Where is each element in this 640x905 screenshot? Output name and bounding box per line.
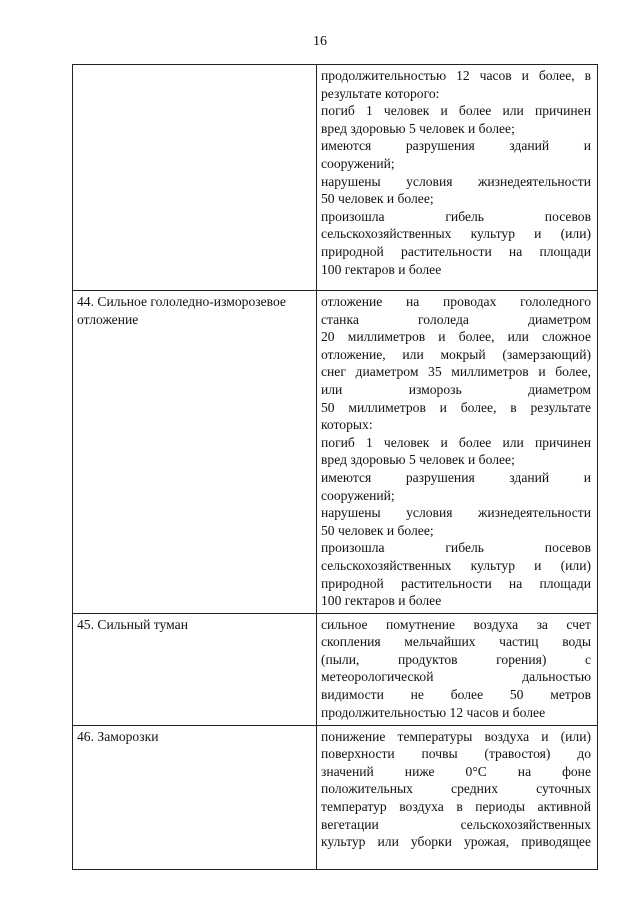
- criteria-line: вегетации сельскохозяйственных: [321, 816, 591, 832]
- criteria-line: метеорологической дальностью: [321, 669, 591, 685]
- criteria-line: продолжительностью 12 часов и более, в: [321, 68, 591, 83]
- criteria-line: понижение температуры воздуха и (или): [321, 728, 591, 744]
- criteria-line: природной растительности на площади: [321, 575, 591, 591]
- criteria-line: погиб 1 человек и более или причинен: [321, 434, 591, 450]
- criteria-line: произошла гибель посевов: [321, 208, 591, 224]
- hazard-criteria-cell: [317, 725, 598, 869]
- criteria-line: температур воздуха в периоды активной: [321, 799, 591, 815]
- criteria-line: сооружений;: [321, 155, 395, 171]
- table-row: [73, 65, 598, 291]
- criteria-line: природной растительности на площади: [321, 243, 591, 259]
- criteria-line: или изморозь диаметром: [321, 381, 591, 397]
- hazard-name: 46. Заморозки: [77, 728, 159, 744]
- criteria-line: отложение на проводах гололедного: [321, 294, 591, 309]
- criteria-line: значений ниже 0°C на фоне: [321, 763, 591, 779]
- criteria-line: которых:: [321, 417, 373, 433]
- criteria-line: сельскохозяйственных культур и (или): [321, 557, 591, 573]
- criteria-line: видимости не более 50 метров: [321, 687, 591, 703]
- table-row: [73, 725, 598, 869]
- criteria-line: 50 человек и более;: [321, 522, 434, 538]
- criteria-line: 100 гектаров и более: [321, 261, 442, 277]
- criteria-line: результате которого:: [321, 85, 440, 101]
- page-number: 16: [313, 34, 327, 49]
- hazard-criteria-table: [72, 64, 598, 870]
- criteria-line: вред здоровью 5 человек и более;: [321, 120, 515, 136]
- hazard-criteria-cell: [317, 291, 598, 614]
- criteria-line: погиб 1 человек и более или причинен: [321, 103, 591, 119]
- hazard-name: отложение: [77, 311, 139, 327]
- criteria-line: имеются разрушения зданий и: [321, 138, 591, 154]
- criteria-line: вред здоровью 5 человек и более;: [321, 452, 515, 468]
- criteria-line: 20 миллиметров и более, или сложное: [321, 329, 591, 345]
- criteria-line: снег диаметром 35 миллиметров и более,: [321, 364, 591, 380]
- hazard-name: 45. Сильный туман: [77, 616, 188, 632]
- table-row: [73, 291, 598, 614]
- table-row: [73, 613, 598, 725]
- criteria-line: 100 гектаров и более: [321, 593, 442, 609]
- criteria-line: продолжительностью 12 часов и более: [321, 704, 546, 720]
- criteria-line: 50 человек и более;: [321, 191, 434, 207]
- hazard-criteria-cell: [317, 613, 598, 725]
- criteria-line: сооружений;: [321, 487, 395, 503]
- criteria-line: культур или уборки урожая, приводящее: [321, 834, 591, 850]
- criteria-line: положительных средних суточных: [321, 781, 591, 797]
- criteria-line: отложение, или мокрый (замерзающий): [321, 346, 591, 362]
- hazard-name-cell: [73, 291, 317, 614]
- hazard-name-cell: [73, 65, 317, 291]
- criteria-line: имеются разрушения зданий и: [321, 469, 591, 485]
- criteria-line: сильное помутнение воздуха за счет: [321, 616, 591, 632]
- criteria-line: (пыли, продуктов горения) с: [321, 651, 591, 667]
- criteria-line: произошла гибель посевов: [321, 540, 591, 556]
- criteria-line: нарушены условия жизнедеятельности: [321, 173, 591, 189]
- hazard-name-cell: [73, 613, 317, 725]
- criteria-line: нарушены условия жизнедеятельности: [321, 505, 591, 521]
- hazard-name-cell: [73, 725, 317, 869]
- hazard-criteria-cell: [317, 65, 598, 291]
- criteria-line: поверхности почвы (травостоя) до: [321, 746, 591, 762]
- criteria-line: скопления мельчайших частиц воды: [321, 634, 591, 650]
- criteria-line: сельскохозяйственных культур и (или): [321, 226, 591, 242]
- criteria-line: 50 миллиметров и более, в результате: [321, 399, 591, 415]
- hazard-name: 44. Сильное гололедно-изморозевое: [77, 294, 286, 309]
- criteria-line: станка гололеда диаметром: [321, 311, 591, 327]
